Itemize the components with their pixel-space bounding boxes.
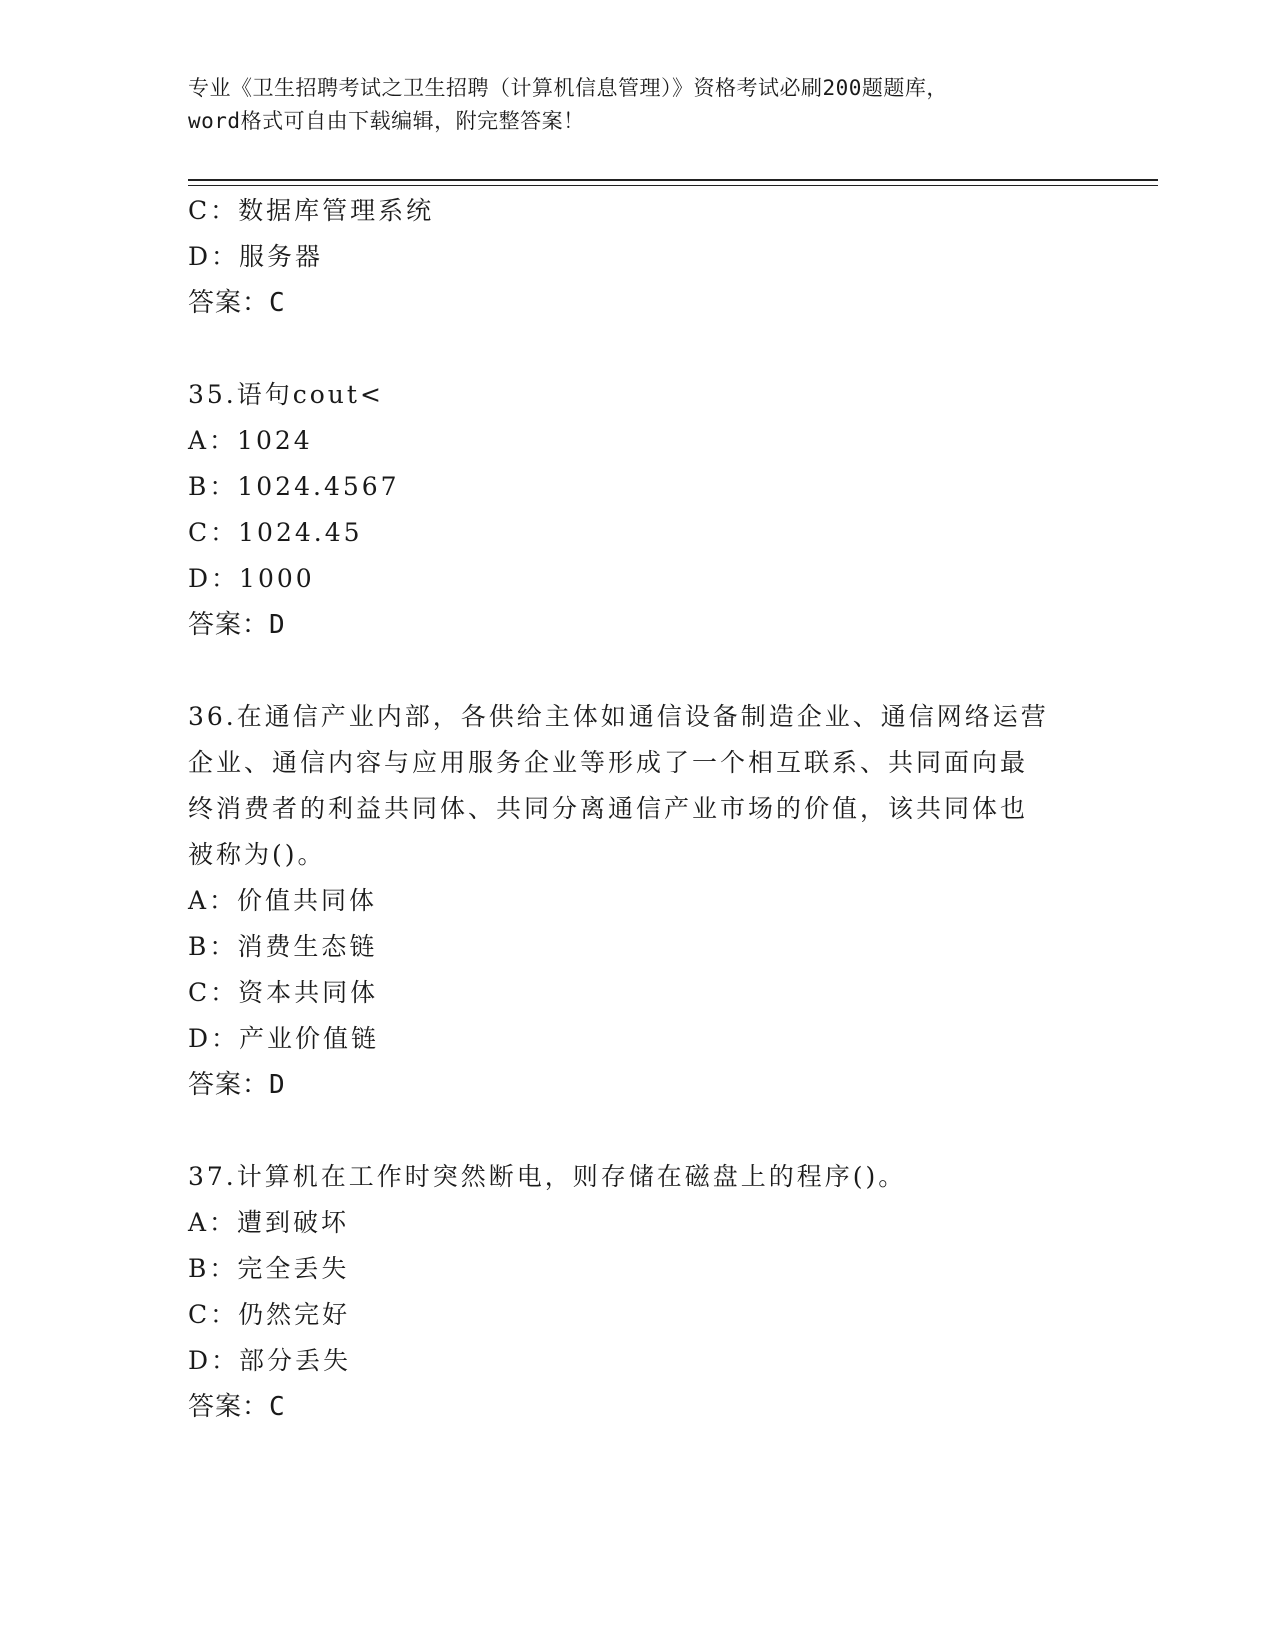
option-c: C：资本共同体: [188, 978, 379, 1007]
header-rule-thick: [188, 179, 1158, 181]
question-35: [188, 372, 1088, 648]
question-stem-line: 被称为()。: [188, 840, 326, 869]
answer-line: 答案：D: [188, 610, 286, 640]
answer-line: 答案：C: [188, 288, 286, 318]
option-c: C：仍然完好: [188, 1300, 351, 1329]
question-stem: 37.计算机在工作时突然断电，则存储在磁盘上的程序()。: [188, 1162, 907, 1191]
spacer: [188, 1108, 1088, 1154]
document-header: [188, 72, 1088, 138]
option-c: C：数据库管理系统: [188, 196, 435, 225]
question-36: [188, 694, 1088, 1108]
question-37: [188, 1154, 1088, 1430]
option-d: D：服务器: [188, 242, 324, 271]
question-stem-line: 36.在通信产业内部，各供给主体如通信设备制造企业、通信网络运营: [188, 702, 1049, 731]
header-rule-thin: [188, 185, 1158, 186]
option-d: D：1000: [188, 564, 315, 593]
prev-question: [188, 188, 1088, 326]
option-a: A：价值共同体: [188, 886, 378, 915]
option-b: B：完全丢失: [188, 1254, 350, 1283]
header-line-2: word格式可自由下载编辑，附完整答案！: [188, 109, 585, 133]
option-c: C：1024.45: [188, 518, 363, 547]
option-d: D：部分丢失: [188, 1346, 352, 1375]
answer-line: 答案：C: [188, 1392, 286, 1422]
option-b: B：1024.4567: [188, 472, 400, 501]
question-content: [188, 188, 1088, 1430]
question-stem-line: 终消费者的利益共同体、共同分离通信产业市场的价值，该共同体也: [188, 794, 1029, 823]
option-a: A：1024: [188, 426, 313, 455]
question-stem: 35.语句cout<: [188, 380, 384, 409]
spacer: [188, 326, 1088, 372]
option-a: A：遭到破坏: [188, 1208, 350, 1237]
question-stem-line: 企业、通信内容与应用服务企业等形成了一个相互联系、共同面向最: [188, 748, 1029, 777]
answer-line: 答案：D: [188, 1070, 286, 1100]
spacer: [188, 648, 1088, 694]
option-b: B：消费生态链: [188, 932, 378, 961]
header-line-1: 专业《卫生招聘考试之卫生招聘（计算机信息管理）》资格考试必刷200题题库，: [188, 76, 948, 100]
option-d: D：产业价值链: [188, 1024, 380, 1053]
